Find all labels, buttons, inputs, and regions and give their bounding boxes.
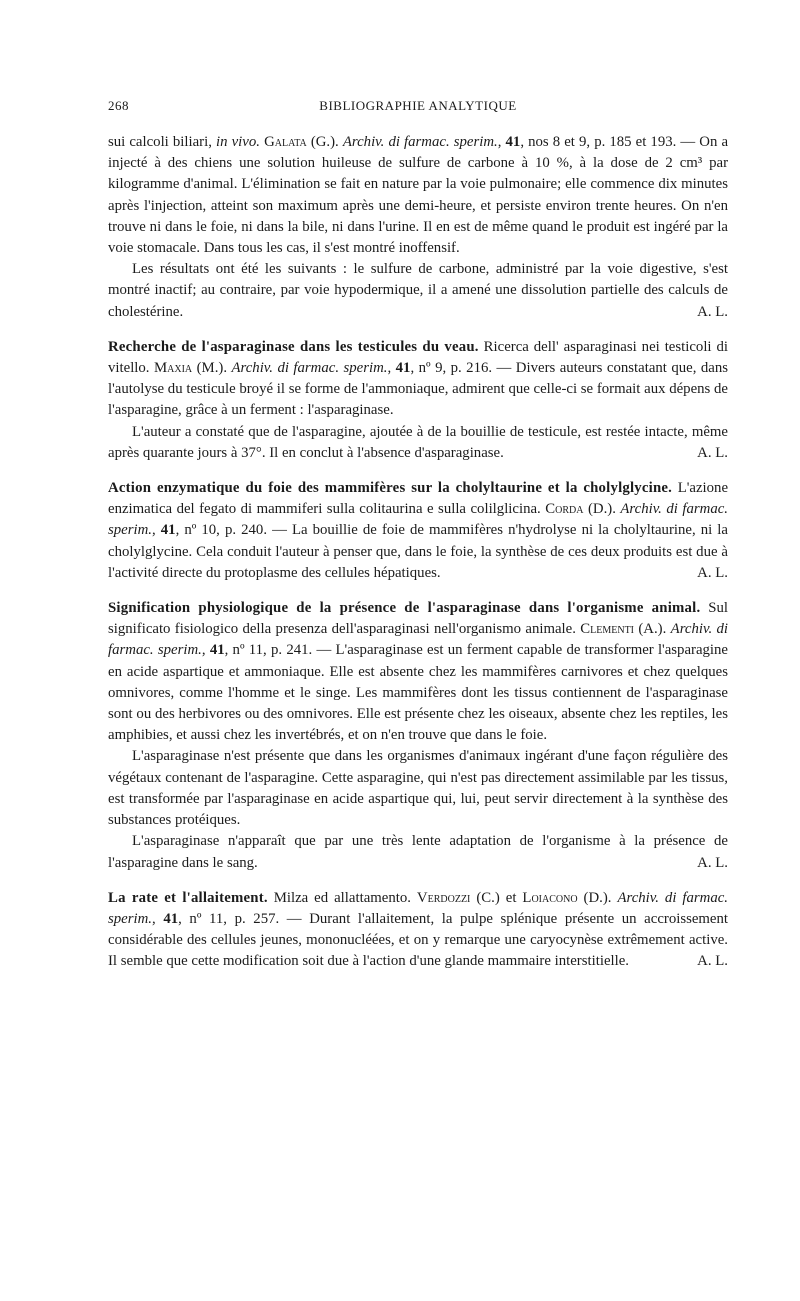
- entry-paragraph: [108, 259, 728, 323]
- running-title: BIBLIOGRAPHIE ANALYTIQUE: [319, 98, 517, 113]
- author-name: Galata: [264, 134, 307, 150]
- author-signature: A. L.: [697, 444, 728, 461]
- author-signature: A. L.: [697, 854, 728, 871]
- author-signature: A. L.: [697, 953, 728, 970]
- running-header: [108, 98, 728, 120]
- text-run: L'auteur a constaté que de l'asparagine, ajoutée à de la bouillie de testicule, est restée intacte, même après quarante jours à 37°. Il en conclut à l'absence d'asparaginase.: [108, 423, 728, 461]
- italic-text: Archiv. di farmac. sperim.: [108, 621, 729, 659]
- text-run: Sul significato fisiologico della presenza dell'asparaginasi nell'organismo animale.: [108, 600, 728, 638]
- text-run: (D.).: [583, 501, 621, 518]
- entry-first-paragraph: [108, 478, 728, 584]
- author-name: Loiacono: [522, 889, 578, 906]
- author-signature: A. L.: [697, 564, 728, 581]
- entry-first-paragraph: [108, 132, 728, 259]
- text-run: Les résultats ont été les suivants : le sulfure de carbone, administré par la voie digestive, s'est montré inactif; au contraire, par voie hypodermique, il a amené une dissolution partielle des calculs de cholestérine.: [108, 261, 728, 320]
- abstract-entry: [108, 478, 728, 584]
- page-number: 268: [108, 98, 129, 113]
- italic-text: in vivo.: [216, 134, 260, 150]
- entry-first-paragraph: [108, 598, 728, 746]
- volume-number: 41: [160, 522, 176, 539]
- italic-text: Archiv. di farmac. sperim.: [108, 501, 728, 539]
- entry-paragraph: [108, 422, 728, 464]
- text-run: Milza ed allattamento.: [267, 889, 417, 906]
- text-run: , nº 11, p. 257. — Durant l'allaitement, la pulpe splénique présente un accroissement considérable des cellules jeunes, mononucléées, et on y remarque une caryocynèse extrêmement active. Il semble que cette modification soit due à l'action d'une glande mammaire interstitielle.: [108, 910, 728, 970]
- entry-paragraph: [108, 831, 728, 873]
- entry-title: Recherche de l'asparaginase dans les testicules du veau.: [108, 338, 479, 355]
- italic-text: Archiv. di farmac. sperim.: [342, 134, 498, 150]
- volume-number: 41: [505, 134, 521, 150]
- entry-paragraph: [108, 746, 728, 831]
- abstract-entry: [108, 132, 728, 323]
- text-run: L'azione enzimatica del fegato di mammiferi sulla colitaurina e sulla colilglicina.: [108, 480, 729, 518]
- text-run: , nº 9, p. 216. — Divers auteurs constatant que, dans l'autolyse du testicule broyé il se forme de l'ammoniaque, admirent que celle-ci se formait aux dépens de l'asparagine, grâce à un ferment : l'asparaginase.: [108, 360, 729, 419]
- text-run: sui calcoli biliari,: [108, 134, 217, 150]
- italic-text: Archiv. di farmac. sperim.: [231, 360, 388, 377]
- text-run: ,: [387, 360, 396, 377]
- text-run: ,: [151, 910, 164, 927]
- author-name: Corda: [545, 501, 584, 518]
- text-run: (M.).: [192, 360, 232, 377]
- text-run: Ricerca dell' asparaginasi nei testicoli di vitello.: [108, 338, 728, 377]
- text-run: ,: [151, 522, 161, 539]
- entries-container: [108, 132, 728, 973]
- text-run: (C.) et: [470, 889, 523, 906]
- entry-title: La rate et l'allaitement.: [108, 889, 268, 906]
- text-run: L'asparaginase n'apparaît que par une très lente adaptation de l'organisme à la présence de l'asparagine dans le sang.: [108, 833, 728, 871]
- text-run: ,: [497, 134, 506, 150]
- document-page: [108, 98, 728, 973]
- text-run: L'asparaginase n'est présente que dans les organismes d'animaux ingérant d'une façon régulière des végétaux contenant de l'asparagine. Cette asparagine, qui n'est pas directement assimilable par les tissus, est transformée par l'asparaginase en acide aspartique qui, lui, peut servir directement à la synthèse des substances protéiques.: [108, 748, 728, 829]
- entry-title: Signification physiologique de la présence de l'asparaginase dans l'organisme animal.: [108, 600, 701, 617]
- author-name: Clementi: [580, 621, 635, 638]
- text-run: (D.).: [577, 889, 618, 906]
- entry-title: Action enzymatique du foie des mammifères sur la cholyltaurine et la cholylglycine.: [108, 480, 673, 497]
- abstract-entry: [108, 888, 728, 973]
- text-run: ,: [201, 642, 210, 659]
- author-name: Maxia: [153, 360, 193, 377]
- italic-text: Archiv. di farmac. sperim.: [108, 889, 729, 927]
- author-name: Verdozzi: [416, 889, 471, 906]
- entry-first-paragraph: [108, 888, 728, 973]
- text-run: (A.).: [634, 621, 671, 638]
- author-signature: A. L.: [697, 303, 728, 320]
- text-run: , nº 11, p. 241. — L'asparaginase est un ferment capable de transformer l'asparagine en acide aspartique et ammoniaque. Elle est absente chez les mammifères carnivores et chez quelques omnivores, comme l'homme et le singe. Les mammifères dont les tissus contiennent de l'asparaginase sont ou des herbivores ou des omnivores. Elle est présente chez les oiseaux, absente chez les reptiles, les amphibies, et aussi chez les invertébrés, et on n'en trouve que dans le foie.: [108, 642, 728, 744]
- volume-number: 41: [209, 642, 225, 659]
- volume-number: 41: [395, 360, 411, 377]
- text-run: (G.).: [306, 134, 343, 150]
- entry-first-paragraph: [108, 337, 728, 422]
- volume-number: 41: [163, 910, 179, 927]
- abstract-entry: [108, 598, 728, 874]
- text-run: , nº 10, p. 240. — La bouillie de foie de mammifères n'hydrolyse ni la cholyltaurine, ni la cholylglycine. Cela conduit l'auteur à penser que, dans le foie, la synthèse de ces deux produits est due à l'activité directe du protoplasme des cellules hépatiques.: [108, 522, 728, 581]
- text-run: , nos 8 et 9, p. 185 et 193. — On a injecté à des chiens une solution huileuse de sulfure de carbone à 10 %, à la dose de 2 cm³ par kilogramme d'animal. L'élimination se fait en nature par la voie pulmonaire; elle commence dix minutes après l'injection, atteint son maximum après une demi-heure, et persiste environ trente heures. On n'en trouve ni dans le foie, ni dans la bile, ni dans l'urine. Il en est de même quand le produit est ingéré par la voie stomacale. Dans tous les cas, il s'est montré inoffensif.: [108, 134, 729, 257]
- abstract-entry: [108, 337, 728, 464]
